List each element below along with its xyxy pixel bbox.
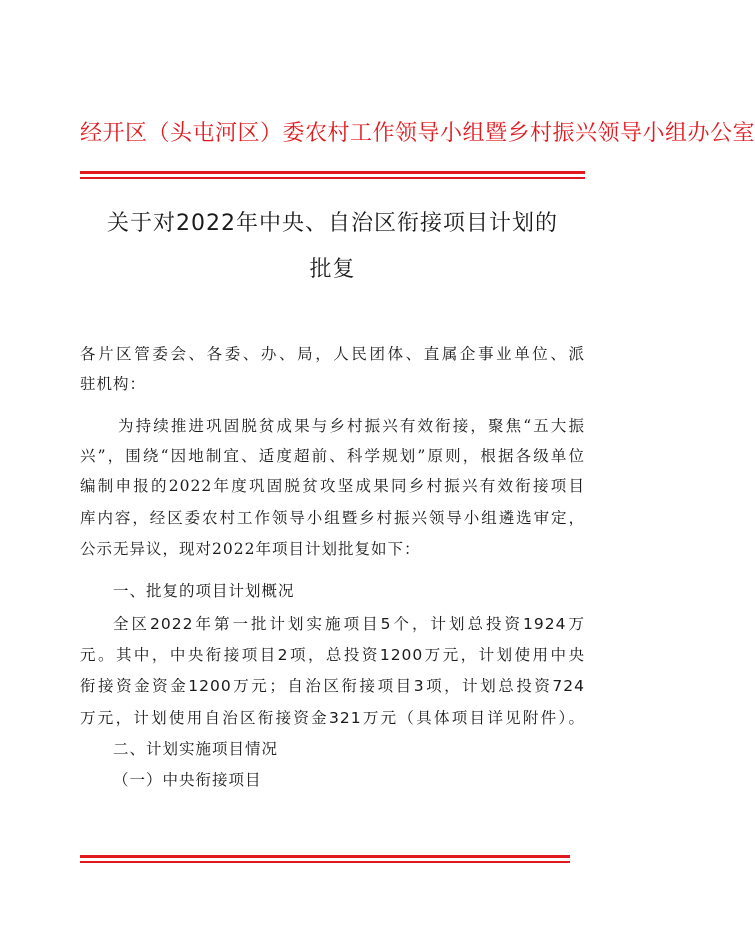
addressee-line-1: 各片区管委会、各委、办、局，人民团体、直属企事业单位、派 [80, 345, 585, 363]
footer-red-rule-top [80, 855, 570, 858]
footer-red-rule-bottom [80, 861, 570, 863]
subsection-heading-1: （一）中央衔接项目 [113, 771, 262, 789]
paragraph-line: 元。其中，中央衔接项目2项，总投资1200万元，计划使用中央 [80, 646, 585, 664]
header-red-rule-top [80, 171, 585, 174]
paragraph-line: 编制申报的2022年度巩固脱贫攻坚成果同乡村振兴有效衔接项目 [80, 477, 585, 495]
addressee-line-2: 驻机构： [80, 375, 147, 393]
section-heading-2: 二、计划实施项目情况 [113, 740, 279, 758]
paragraph-line: 兴”，围绕“因地制宜、适度超前、科学规划”原则，根据各级单位 [80, 447, 585, 465]
document-title-line-2: 批复 [309, 257, 356, 282]
paragraph-line: 衔接资金资金1200万元；自治区衔接项目3项，计划总投资724 [80, 677, 585, 695]
paragraph-line: 公示无异议，现对2022年项目计划批复如下： [80, 540, 421, 558]
issuing-office-header: 经开区（头屯河区）委农村工作领导小组暨乡村振兴领导小组办公室 [80, 121, 755, 146]
header-red-rule-bottom [80, 177, 585, 179]
paragraph-line: 库内容，经区委农村工作领导小组暨乡村振兴领导小组遴选审定， [80, 509, 585, 527]
document-title-line-1: 关于对2022年中央、自治区衔接项目计划的 [107, 211, 558, 236]
section-heading-1: 一、批复的项目计划概况 [113, 582, 295, 600]
paragraph-line: 为持续推进巩固脱贫成果与乡村振兴有效衔接，聚焦“五大振 [118, 417, 585, 435]
paragraph-line: 万元，计划使用自治区衔接资金321万元（具体项目详见附件）。 [80, 709, 585, 727]
paragraph-line: 全区2022年第一批计划实施项目5个，计划总投资1924万 [113, 615, 585, 633]
